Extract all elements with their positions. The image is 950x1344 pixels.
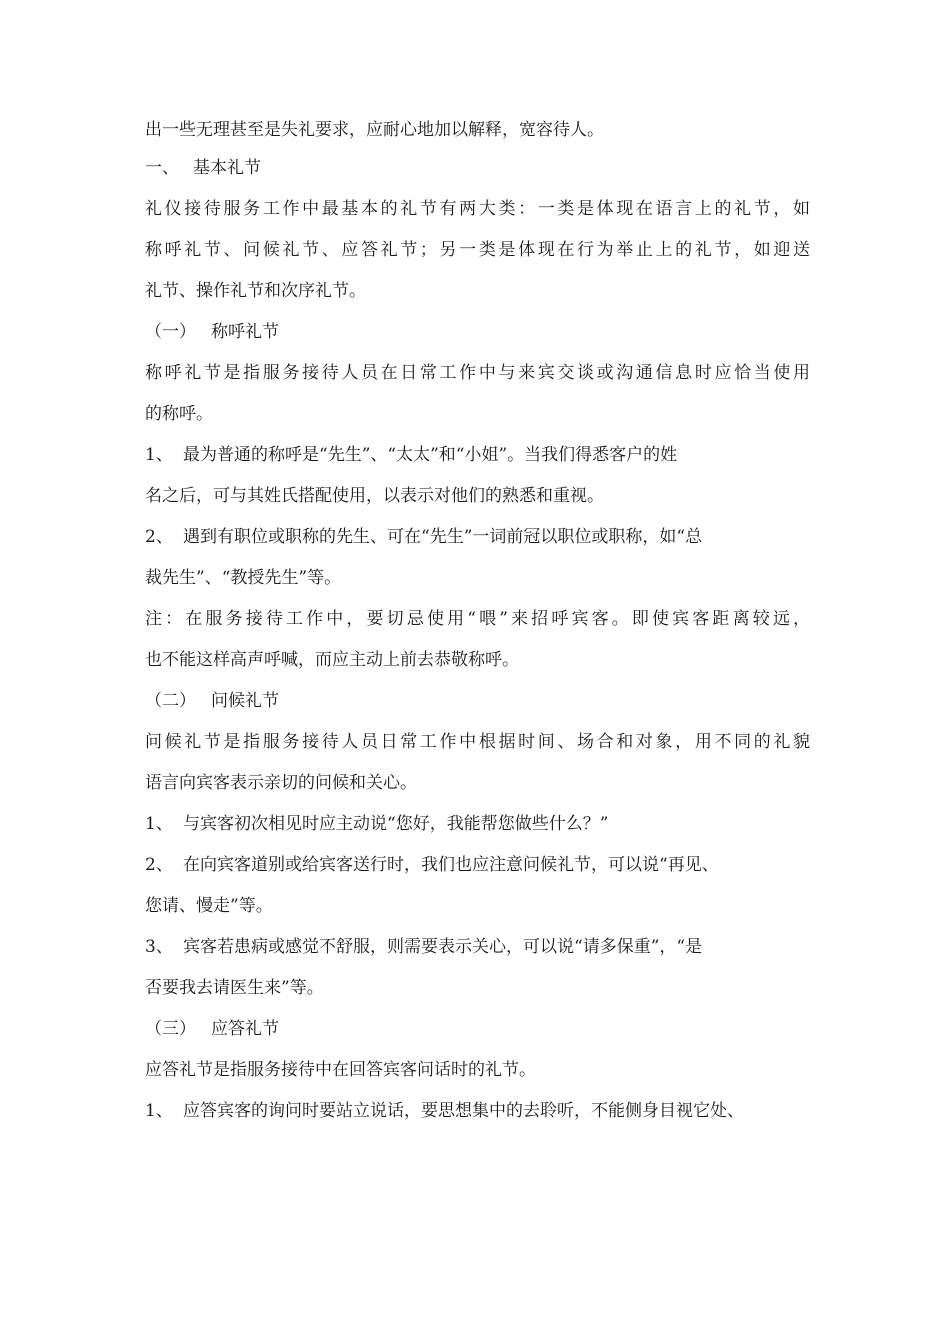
subsection-heading [145, 682, 810, 720]
paragraph-line [145, 764, 810, 802]
text: 语言向宾客表示亲切的问候和关心。 [145, 773, 417, 793]
text: 您请、慢走”等。 [145, 896, 273, 916]
list-item [145, 518, 810, 556]
subsection-heading [145, 1010, 810, 1048]
subsection-number: （一） [145, 322, 196, 342]
paragraph-line [145, 887, 810, 925]
list-number: 1、 [145, 1101, 173, 1121]
paragraph-line [145, 477, 810, 515]
heading-number: 一、 [145, 158, 179, 178]
text: 注：在服务接待工作中，要切忌使用“喂”来招呼宾客。即使宾客距离较远， [145, 609, 810, 629]
text: 的称呼。 [145, 404, 213, 424]
paragraph-line [145, 395, 810, 433]
paragraph-line [145, 723, 810, 761]
text: 称呼礼节、问候礼节、应答礼节；另一类是体现在行为举止上的礼节，如迎送 [145, 240, 810, 260]
list-number: 3、 [145, 937, 173, 957]
subsection-title: 称呼礼节 [211, 322, 279, 342]
list-item [145, 928, 810, 966]
list-item [145, 436, 810, 474]
paragraph-line [145, 231, 810, 269]
note-line [145, 641, 810, 679]
text: 称呼礼节是指服务接待人员在日常工作中与来宾交谈或沟通信息时应恰当使用 [145, 363, 810, 383]
section-heading [145, 149, 810, 187]
text: 名之后，可与其姓氏搭配使用，以表示对他们的熟悉和重视。 [145, 486, 604, 506]
list-number: 1、 [145, 814, 173, 834]
text: 与宾客初次相见时应主动说“您好，我能帮您做些什么？” [183, 814, 609, 834]
text: 也不能这样高声呼喊，而应主动上前去恭敬称呼。 [145, 650, 519, 670]
text: 最为普通的称呼是“先生”、“太太”和“小姐”。当我们得悉客户的姓 [183, 445, 678, 465]
paragraph-line [145, 111, 810, 149]
text: 出一些无理甚至是失礼要求，应耐心地加以解释，宽容待人。 [145, 120, 604, 140]
paragraph-line [145, 190, 810, 228]
document-body [145, 111, 810, 1130]
text: 宾客若患病或感觉不舒服，则需要表示关心，可以说“请多保重”，“是 [183, 937, 703, 957]
paragraph-line [145, 1051, 810, 1089]
list-item [145, 846, 810, 884]
text: 应答宾客的询问时要站立说话，要思想集中的去聆听，不能侧身目视它处、 [183, 1101, 744, 1121]
subsection-heading [145, 313, 810, 351]
paragraph-line [145, 272, 810, 310]
text: 礼仪接待服务工作中最基本的礼节有两大类：一类是体现在语言上的礼节，如 [145, 199, 810, 219]
list-number: 2、 [145, 855, 173, 875]
paragraph-line [145, 969, 810, 1007]
text: 遇到有职位或职称的先生、可在“先生”一词前冠以职位或职称，如“总 [183, 527, 703, 547]
text: 否要我去请医生来”等。 [145, 978, 324, 998]
subsection-title: 应答礼节 [211, 1019, 279, 1039]
text: 裁先生”、“教授先生”等。 [145, 568, 342, 588]
list-item [145, 805, 810, 843]
text: 礼节、操作礼节和次序礼节。 [145, 281, 366, 301]
text: 问候礼节是指服务接待人员日常工作中根据时间、场合和对象，用不同的礼貌 [145, 732, 810, 752]
list-number: 2、 [145, 527, 173, 547]
subsection-number: （三） [145, 1019, 196, 1039]
text: 在向宾客道别或给宾客送行时，我们也应注意问候礼节，可以说“再见、 [183, 855, 719, 875]
text: 应答礼节是指服务接待中在回答宾客问话时的礼节。 [145, 1060, 536, 1080]
note-line [145, 600, 810, 638]
heading-title: 基本礼节 [193, 158, 261, 178]
paragraph-line [145, 354, 810, 392]
subsection-number: （二） [145, 691, 196, 711]
subsection-title: 问候礼节 [211, 691, 279, 711]
list-number: 1、 [145, 445, 173, 465]
list-item [145, 1092, 810, 1130]
paragraph-line [145, 559, 810, 597]
